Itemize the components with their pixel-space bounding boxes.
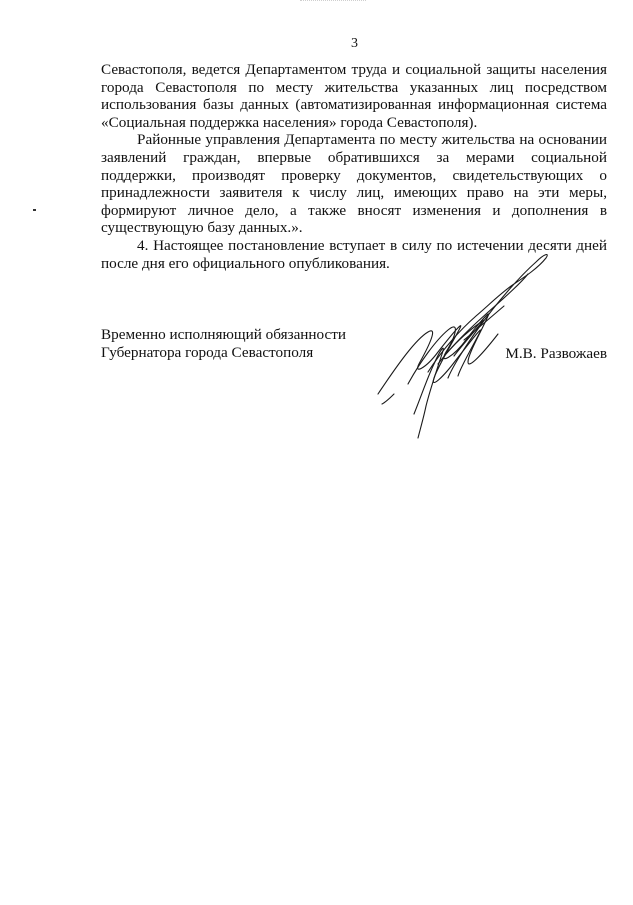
page-number: 3 [351,36,358,51]
paragraph-effective-date: 4. Настоящее постановление вступает в силу по истечении десяти дней после дня его официального опубликования. [101,236,607,272]
scan-artifact [300,0,366,4]
signatory-title-line2: Губернатора города Севастополя [101,343,314,361]
document-body [101,61,607,272]
signatory-name: М.В. Развожаев [505,345,607,362]
scan-artifact-dot [33,209,36,211]
handwritten-signature [368,244,558,440]
paragraph-continuation: Севастополя, ведется Департаментом труда и социальной защиты населения города Севастополя по месту жительства указанных лиц посредством использования базы данных (автоматизированная информационная система «Социальная поддержка населения» города Севастополя). [101,61,607,131]
signatory-title-line1: Временно исполняющий обязанности [101,326,347,343]
paragraph-district-offices: Районные управления Департамента по месту жительства на основании заявлений граждан, впервые обратившихся за мерами социальной поддержки, производят проверку документов, свидетельствующих о принадлежности заявителя к числу лиц, имеющих право на эти меры, формируют личное дело, а также вносят изменения и дополнения в существующую базу данных.». [101,131,607,237]
